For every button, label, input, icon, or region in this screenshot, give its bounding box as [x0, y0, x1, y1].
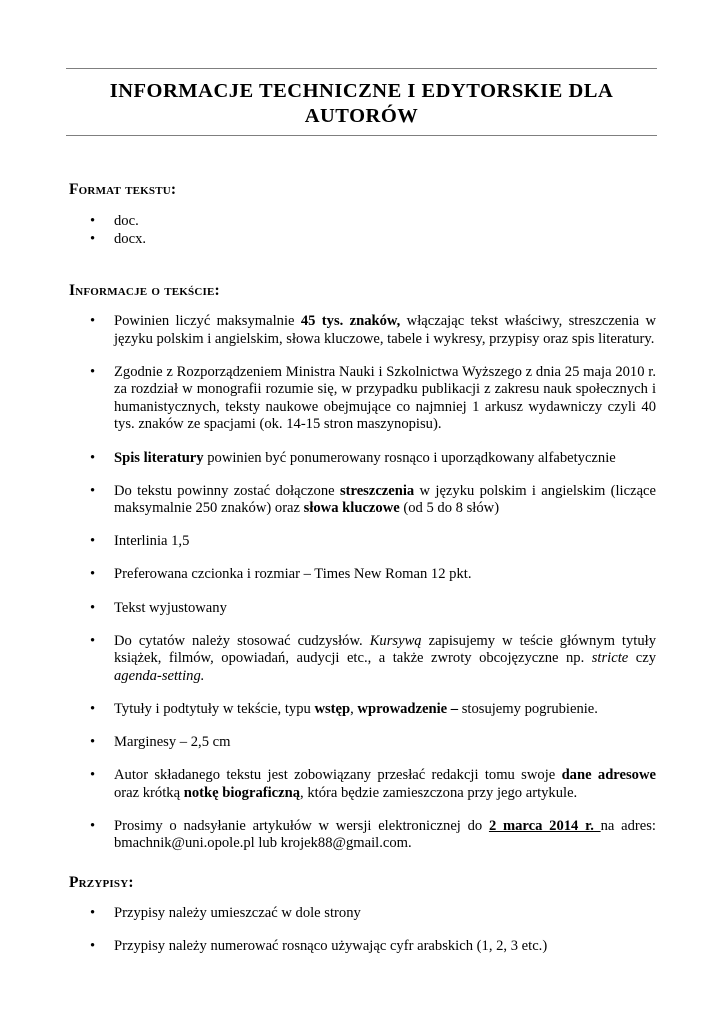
section-heading-footnotes: Przypisy: [69, 874, 134, 891]
title-rule-bottom [66, 135, 657, 136]
info-list [90, 313, 656, 868]
list-item: • doc. [90, 213, 139, 229]
format-list [90, 213, 656, 248]
list-item: • Tytuły i podtytuły w tekście, typu wstęp, wprowadzenie – stosujemy pogrubienie. [90, 700, 598, 717]
bullet-icon: • [90, 905, 96, 921]
section-heading-format: Format tekstu: [69, 181, 177, 198]
bullet-icon: • [90, 632, 96, 649]
bullet-icon: • [90, 700, 96, 717]
footnotes-list [90, 905, 656, 971]
list-item: • Preferowana czcionka i rozmiar – Times New Roman 12 pkt. [90, 566, 472, 583]
bullet-icon: • [90, 213, 96, 229]
bullet-icon: • [90, 734, 96, 750]
bullet-icon: • [90, 767, 96, 784]
list-item: • Przypisy należy umieszczać w dole strony [90, 905, 361, 921]
bullet-icon: • [90, 230, 96, 247]
bullet-icon: • [90, 482, 96, 499]
bullet-icon: • [90, 533, 96, 550]
list-item: • Marginesy – 2,5 cm [90, 734, 231, 750]
list-item: • docx. [90, 230, 147, 247]
bullet-icon: • [90, 599, 96, 616]
list-item: • Prosimy o nadsyłanie artykułów w wersji elektronicznej do 2 marca 2014 r. na adres: bmachnik@uni.opole.pl lub krojek88@gmail.com. [90, 817, 656, 852]
bullet-icon: • [90, 363, 96, 380]
deadline-date: 2 marca 2014 r. [488, 817, 601, 834]
list-item: • Tekst wyjustowany [90, 599, 227, 616]
list-item: • Interlinia 1,5 [90, 533, 190, 550]
bullet-icon: • [90, 817, 96, 834]
list-item: • Spis literatury powinien być ponumerowany rosnąco i uporządkowany alfabetycznie [90, 449, 616, 466]
bullet-icon: • [90, 449, 96, 466]
document-title: INFORMACJE TECHNICZNE I EDYTORSKIE DLA AUTORÓW [109, 80, 614, 127]
list-item: • Przypisy należy numerować rosnąco używając cyfr arabskich (1, 2, 3 etc.) [90, 938, 548, 955]
list-item: • Autor składanego tekstu jest zobowiązany przesłać redakcji tomu swoje dane adresowe oraz krótką notkę biograficzną, która będzie zamieszczona przy jego artykule. [90, 767, 656, 801]
section-heading-info: Informacje o tekście: [69, 282, 220, 299]
bullet-icon: • [90, 313, 96, 329]
list-item: • Do tekstu powinny zostać dołączone streszczenia w języku polskim i angielskim (liczące maksymalnie 250 znaków) oraz słowa kluczowe (od 5 do 8 słów) [90, 482, 657, 517]
bullet-icon: • [90, 938, 96, 955]
title-rule-top [66, 68, 657, 69]
list-item: • Powinien liczyć maksymalnie 45 tys. znaków, włączając tekst właściwy, streszczenia w języku polskim i angielskim, słowa kluczowe, tabele i wykresy, przypisy oraz spis literatury. [90, 313, 656, 347]
list-item: • Do cytatów należy stosować cudzysłów. Kursywą zapisujemy w teście głównym tytuły książek, filmów, opowiadań, audycji etc., a także zwroty obcojęzyczne np. stricte czy agenda-setting. [90, 632, 656, 684]
bullet-icon: • [90, 566, 96, 583]
list-item: • Zgodnie z Rozporządzeniem Ministra Nauki i Szkolnictwa Wyższego z dnia 25 maja 2010 r. za rozdział w monografii rozumie się, w przypadku publikacji z zakresu nauk społecznych i humanistycznych, teksty naukowe obejmujące co najmniej 1 arkusz wydawniczy czyli 40 tys. znaków ze spacjami (ok. 14-15 stron maszynopisu). [90, 363, 656, 433]
